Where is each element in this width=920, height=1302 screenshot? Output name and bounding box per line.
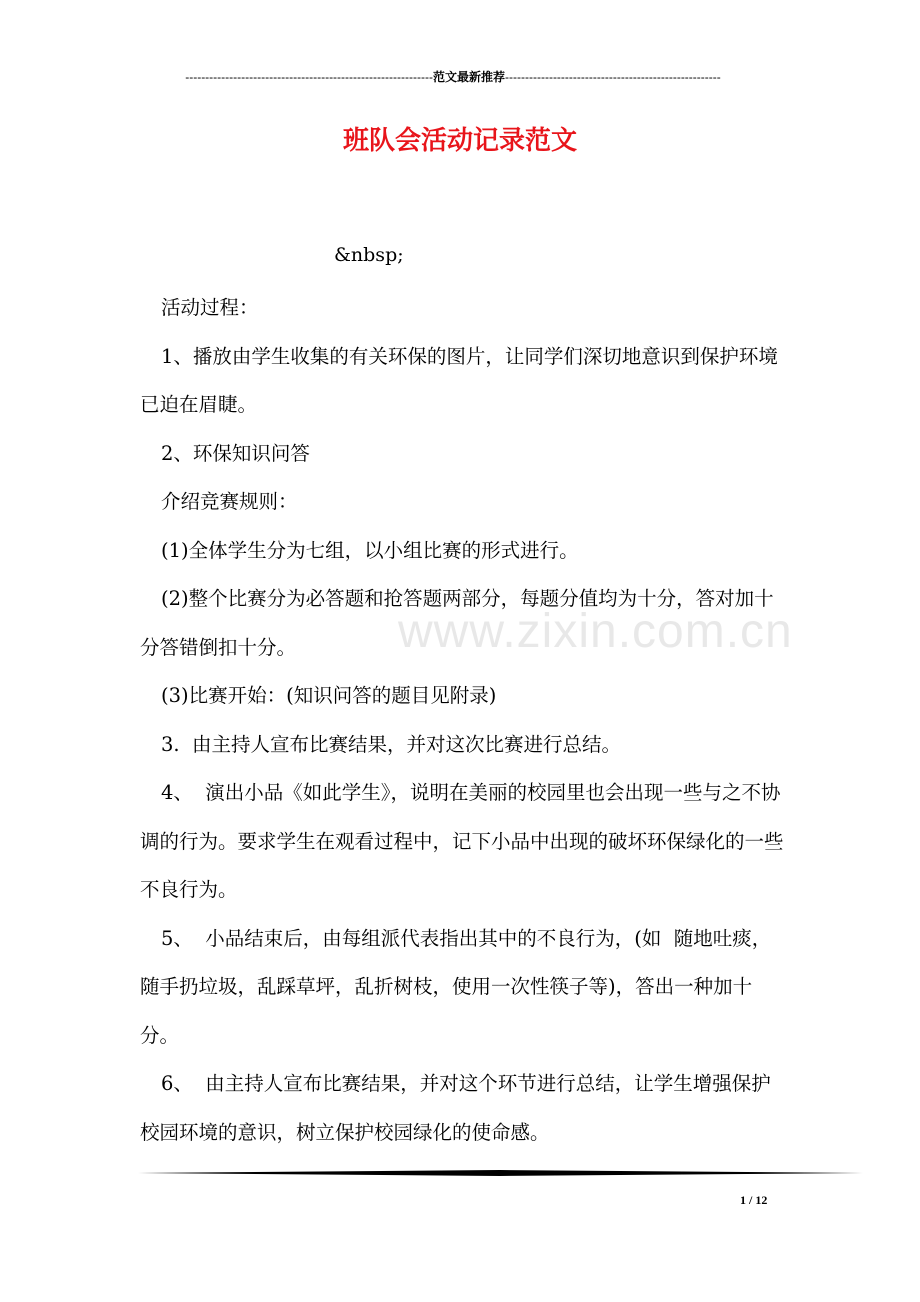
header-dashes-left: --------------------------------------------------------------: [185, 70, 433, 84]
nbsp-artifact-text: &nbsp;: [334, 244, 404, 266]
footer-rule: [138, 1170, 863, 1176]
paragraph: (3)比赛开始：(知识问答的题目见附录): [161, 684, 497, 707]
paragraph: (2)整个比赛分为必答题和抢答题两部分，每题分值均为十分，答对加十分答错倒扣十分。: [140, 587, 774, 659]
header-dashes-right: ------------------------------------------------------: [504, 70, 721, 84]
paragraph: 3. 由主持人宣布比赛结果，并对这次比赛进行总结。: [161, 732, 622, 756]
paragraph: 活动过程：: [161, 296, 259, 319]
document-body: [140, 284, 790, 1157]
paragraph: (1)全体学生分为七组，以小组比赛的形式进行。: [161, 538, 579, 562]
document-title: 班队会活动记录范文: [342, 126, 577, 156]
paragraph: 2、环保知识问答: [161, 441, 310, 465]
watermark-text: www.zixin.com.cn: [398, 605, 793, 658]
paragraph: 6、 由主持人宣布比赛结果，并对这个环节进行总结，让学生增强保护校园环境的意识，树立保护校园绿化的使命感。: [140, 1072, 771, 1144]
paragraph: 1、播放由学生收集的有关环保的图片，让同学们深切地意识到保护环境已迫在眉睫。: [140, 344, 778, 416]
paragraph: 5、 小品结束后，由每组派代表指出其中的不良行为，(如 随地吐痰，随手扔垃圾，乱踩草坪，乱折树枝，使用一次性筷子等)，答出一种加十分。: [140, 926, 772, 1047]
header-label: 范文最新推荐: [432, 70, 505, 84]
paragraph: 4、 演出小品《如此学生》，说明在美丽的校园里也会出现一些与之不协调的行为。要求学生在观看过程中，记下小品中出现的破坏环保绿化的一些不良行为。: [140, 781, 784, 901]
page-number: 1 / 12: [740, 1193, 768, 1207]
paragraph: 介绍竞赛规则：: [161, 490, 298, 513]
page-header: [138, 68, 768, 85]
